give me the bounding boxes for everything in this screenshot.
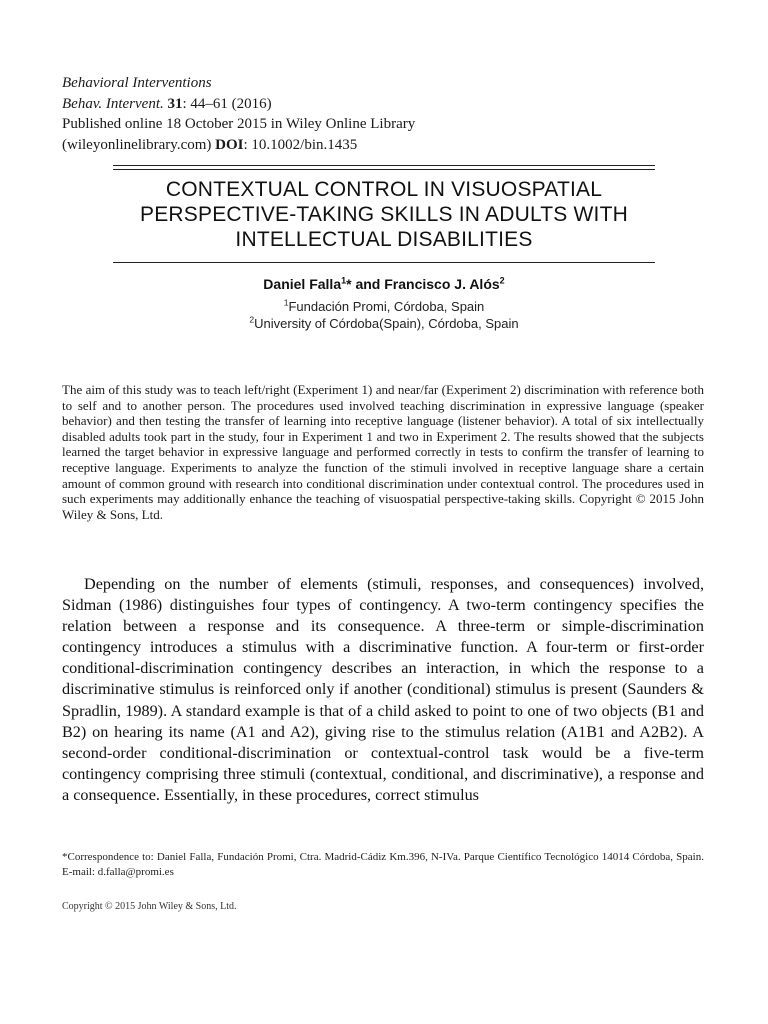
correspondence-footnote: *Correspondence to: Daniel Falla, Fundación Promi, Ctra. Madrid-Cádiz Km.396, N-IVa. Parque Científico Tecnológico 14014 Córdoba, Spain. E-mail: d.falla@promi.es <box>62 851 704 878</box>
affil-text: University of Córdoba(Spain), Córdoba, Spain <box>254 316 519 331</box>
author-name: Francisco J. Alós <box>384 276 500 292</box>
site-link[interactable]: (wileyonlinelibrary.com) <box>62 136 212 153</box>
journal-name: Behavioral Interventions <box>62 75 212 91</box>
volume-number: 31 <box>167 95 183 112</box>
journal-header <box>62 73 582 155</box>
author-name: Daniel Falla <box>263 276 342 292</box>
citation-line <box>62 94 582 115</box>
author-affil-mark: 1 <box>341 275 347 286</box>
abstract: The aim of this study was to teach left/right (Experiment 1) and near/far (Experiment 2) discrimination with reference both to self and to another person. The procedures used involved teaching discrimination in expressive language (speaker behavior) and then testing the transfer of learning into receptive language (listener behavior). A total of six intellectually disabled adults took part in the study, four in Experiment 1 and two in Experiment 2. The results showed that the subjects learned the target behavior in expressive language and performed correctly in tests to confirm the transfer of learning to receptive language. Experiments to analyze the function of the stimuli involved in receptive language share a certain amount of common ground with research into conditional discrimination under contextual control. The procedures used in such experiments may additionally enhance the teaching of visuospatial perspective-taking skills. Copyright © 2015 John Wiley & Sons, Ltd. <box>62 382 704 522</box>
citation-abbr: Behav. Intervent. <box>62 95 164 112</box>
body-paragraph: Depending on the number of elements (stimuli, responses, and consequences) involved, Sidman (1986) distinguishes four types of contingency. A two-term contingency specifies the relation between a response and its consequence. A three-term or simple-discrimination contingency introduces a stimulus with a discriminative function. A four-term or first-order conditional-discrimination contingency describes an interaction, in which the response to a discriminative stimulus is reinforced only if another (conditional) stimulus is present (Saunders & Spradlin, 1989). A standard example is that of a child asked to point to one of two objects (B1 and B2) on hearing its name (A1 and A2), giving rise to the stimulus relation (A1B1 and A2B2). A second-order conditional-discrimination or contextual-control task would be a five-term contingency comprising three stimuli (contextual, conditional, and discriminative), a response and a consequence. Essentially, in these procedures, correct stimulus <box>62 575 704 804</box>
doi-value[interactable]: : 10.1002/bin.1435 <box>243 136 358 153</box>
affiliation <box>70 315 698 332</box>
author-line <box>70 276 698 292</box>
title-line: INTELLECTUAL DISABILITIES <box>235 228 533 251</box>
affil-mark: 2 <box>249 314 255 325</box>
doi-line <box>62 135 582 156</box>
title-rule-top <box>113 165 655 166</box>
affil-mark: 1 <box>283 297 289 308</box>
title-line: PERSPECTIVE-TAKING SKILLS IN ADULTS WITH <box>140 203 628 226</box>
pages-year: : 44–61 (2016) <box>182 95 272 112</box>
affiliations <box>70 298 698 332</box>
title-line: CONTEXTUAL CONTROL IN VISUOSPATIAL <box>165 178 603 201</box>
affil-text: Fundación Promi, Córdoba, Spain <box>288 299 485 314</box>
author-separator: and <box>355 276 381 292</box>
affiliation <box>70 298 698 315</box>
title-rule-bottom <box>113 262 655 263</box>
copyright-line: Copyright © 2015 John Wiley & Sons, Ltd. <box>62 901 237 912</box>
doi-label: DOI <box>215 136 244 153</box>
published-line: Published online 18 October 2015 in Wiley Online Library <box>62 116 416 132</box>
author-affil-mark: 2 <box>499 275 505 286</box>
article-title <box>70 177 698 252</box>
title-rule-top-second <box>113 169 655 170</box>
corresponding-mark: * <box>346 276 352 292</box>
